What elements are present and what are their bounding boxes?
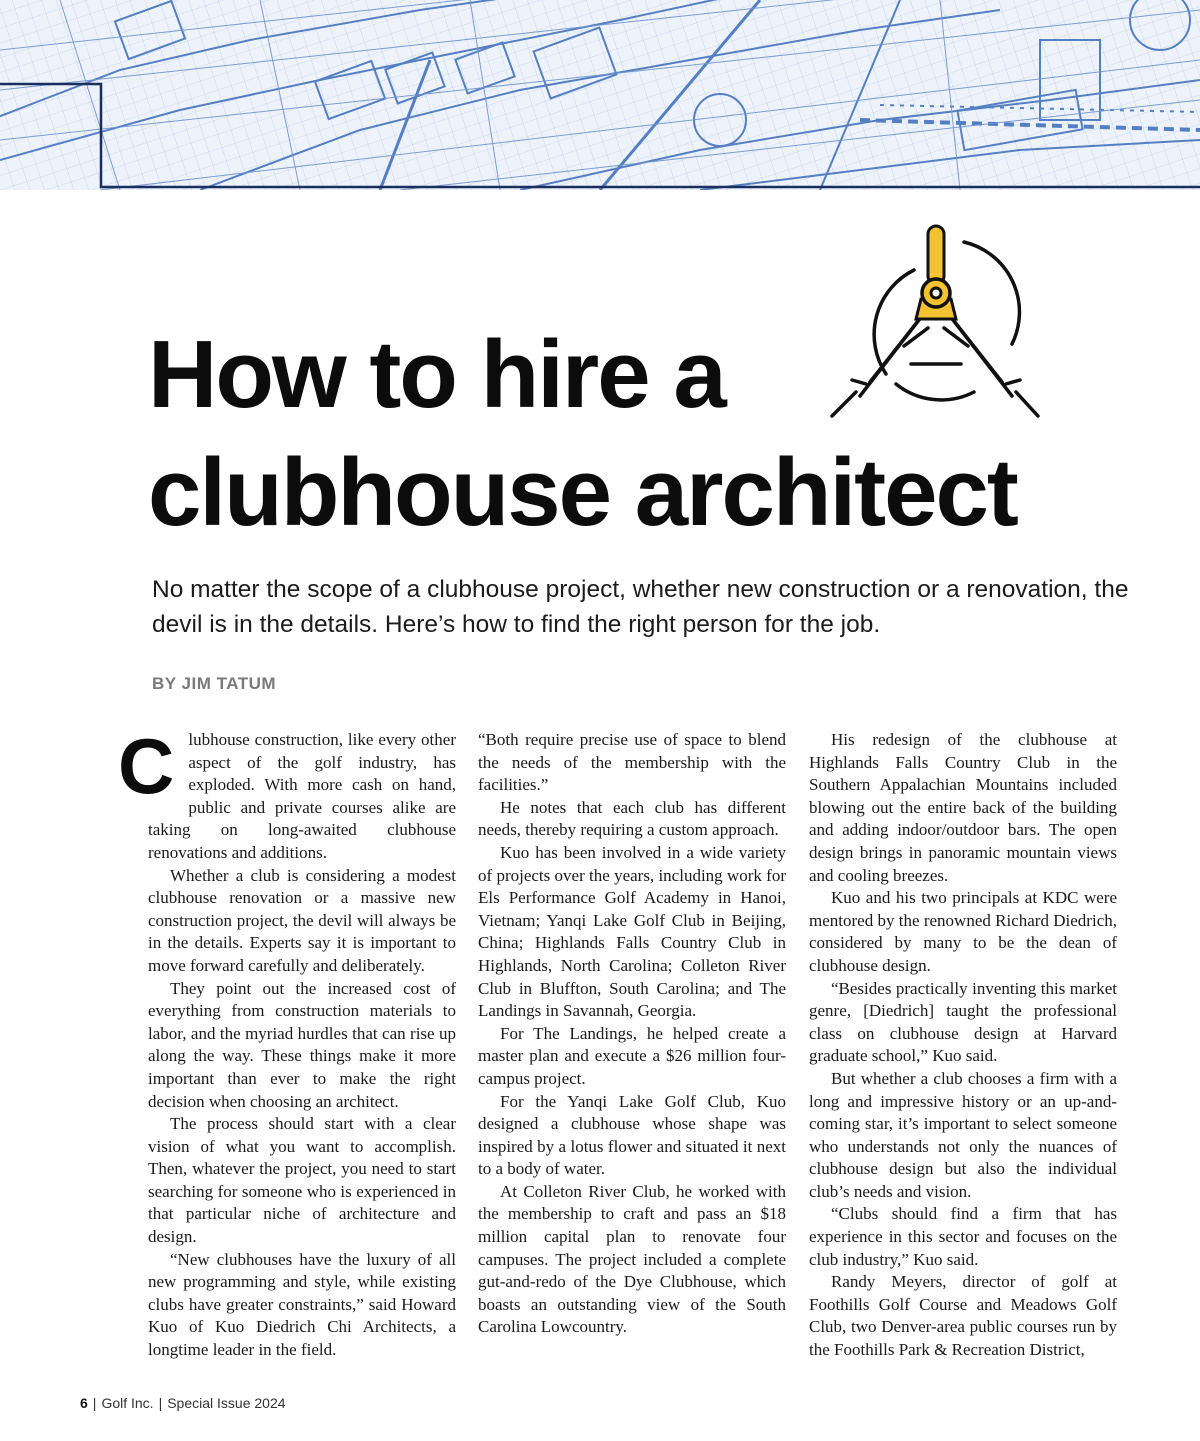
paragraph: Whether a club is considering a modest clubhouse renovation or a massive new construction project, the devil will always be in the details. Experts say it is important to move forward carefully and deliberately.	[148, 865, 456, 975]
byline: BY JIM TATUM	[152, 674, 277, 693]
paragraph: He notes that each club has different needs, thereby requiring a custom approach.	[478, 797, 786, 840]
paragraph: His redesign of the clubhouse at Highlands Falls Country Club in the Southern Appalachian Mountains included blowing out the entire back of the building and adding indoor/outdoor bars. The open design brings in panoramic mountain views and cooling breezes.	[809, 730, 1117, 885]
title-line-1: How to hire a	[148, 321, 725, 428]
footer-separator: |	[158, 1395, 163, 1411]
paragraph: But whether a club chooses a firm with a long and impressive history or an up-and-coming star, it’s important to select someone who understands not only the nuances of clubhouse design but also the individual club’s needs and vision.	[809, 1068, 1117, 1201]
page-footer	[80, 1395, 286, 1411]
article-title	[148, 316, 1148, 552]
paragraph: For the Yanqi Lake Golf Club, Kuo designed a clubhouse whose shape was inspired by a lotus flower and situated it next to a body of water.	[478, 1091, 786, 1179]
footer-separator: |	[92, 1395, 97, 1411]
article-deck: No matter the scope of a clubhouse project, whether new construction or a renovation, the devil is in the details. Here’s how to find the right person for the job.	[152, 576, 1129, 638]
article-column-2	[478, 729, 786, 1339]
paragraph: Kuo and his two principals at KDC were mentored by the renowned Richard Diedrich, considered by many to be the dean of clubhouse design.	[809, 888, 1117, 975]
title-line-2: clubhouse architect	[148, 439, 1017, 546]
article-column-1	[118, 722, 456, 1362]
paragraph: “Clubs should find a firm that has experience in this sector and focuses on the club industry,” Kuo said.	[809, 1204, 1117, 1269]
paragraph: Kuo has been involved in a wide variety of projects over the years, including work for Els Performance Golf Academy in Hanoi, Vietnam; Yanqi Lake Golf Club in Beijing, China; Highlands Falls Country Club in Highlands, North Carolina; Colleton River Club in Bluffton, South Carolina; and The Landings in Savannah, Georgia.	[478, 842, 786, 1021]
publication-name: Golf Inc.	[101, 1395, 154, 1411]
article-column-3	[809, 729, 1117, 1362]
paragraph: “Both require precise use of space to blend the needs of the membership with the facilities.”	[478, 730, 786, 795]
banner-frame	[0, 0, 1200, 190]
issue-name: Special Issue 2024	[167, 1395, 286, 1411]
blueprint-banner	[0, 0, 1200, 190]
paragraph: Randy Meyers, director of golf at Foothills Golf Course and Meadows Golf Club, two Denver-area public courses run by the Foothills Park & Recreation District,	[809, 1272, 1117, 1360]
paragraph: “New clubhouses have the luxury of all new programming and style, while existing clubs have greater constraints,” said Howard Kuo of Kuo Diedrich Chi Architects, a longtime leader in the field.	[148, 1249, 456, 1360]
paragraph	[118, 722, 456, 865]
paragraph: “Besides practically inventing this market genre, [Diedrich] taught the professional class on clubhouse design at Harvard graduate school,” Kuo said.	[809, 978, 1117, 1066]
paragraph: The process should start with a clear vision of what you want to accomplish. Then, whatever the project, you need to start searching for someone who is experienced in that particular niche of architecture and design.	[148, 1114, 456, 1247]
drop-cap: C	[118, 722, 175, 810]
paragraph: For The Landings, he helped create a master plan and execute a $26 million four-campus project.	[478, 1023, 786, 1088]
paragraph: They point out the increased cost of everything from construction materials to labor, and the myriad hurdles that can rise up along the way. These things make it more important than ever to make the right decision when choosing an architect.	[148, 978, 456, 1111]
paragraph-text: lubhouse construction, like every other aspect of the golf industry, has exploded. With more cash on hand, public and private courses alike are taking on long-awaited clubhouse renovations and additions.	[148, 730, 456, 862]
paragraph: At Colleton River Club, he worked with the membership to craft and pass an $18 million capital plan to renovate four campuses. The project included a complete gut-and-redo of the Dye Clubhouse, which boasts an outstanding view of the South Carolina Lowcountry.	[478, 1181, 786, 1337]
page-number: 6	[80, 1395, 88, 1411]
